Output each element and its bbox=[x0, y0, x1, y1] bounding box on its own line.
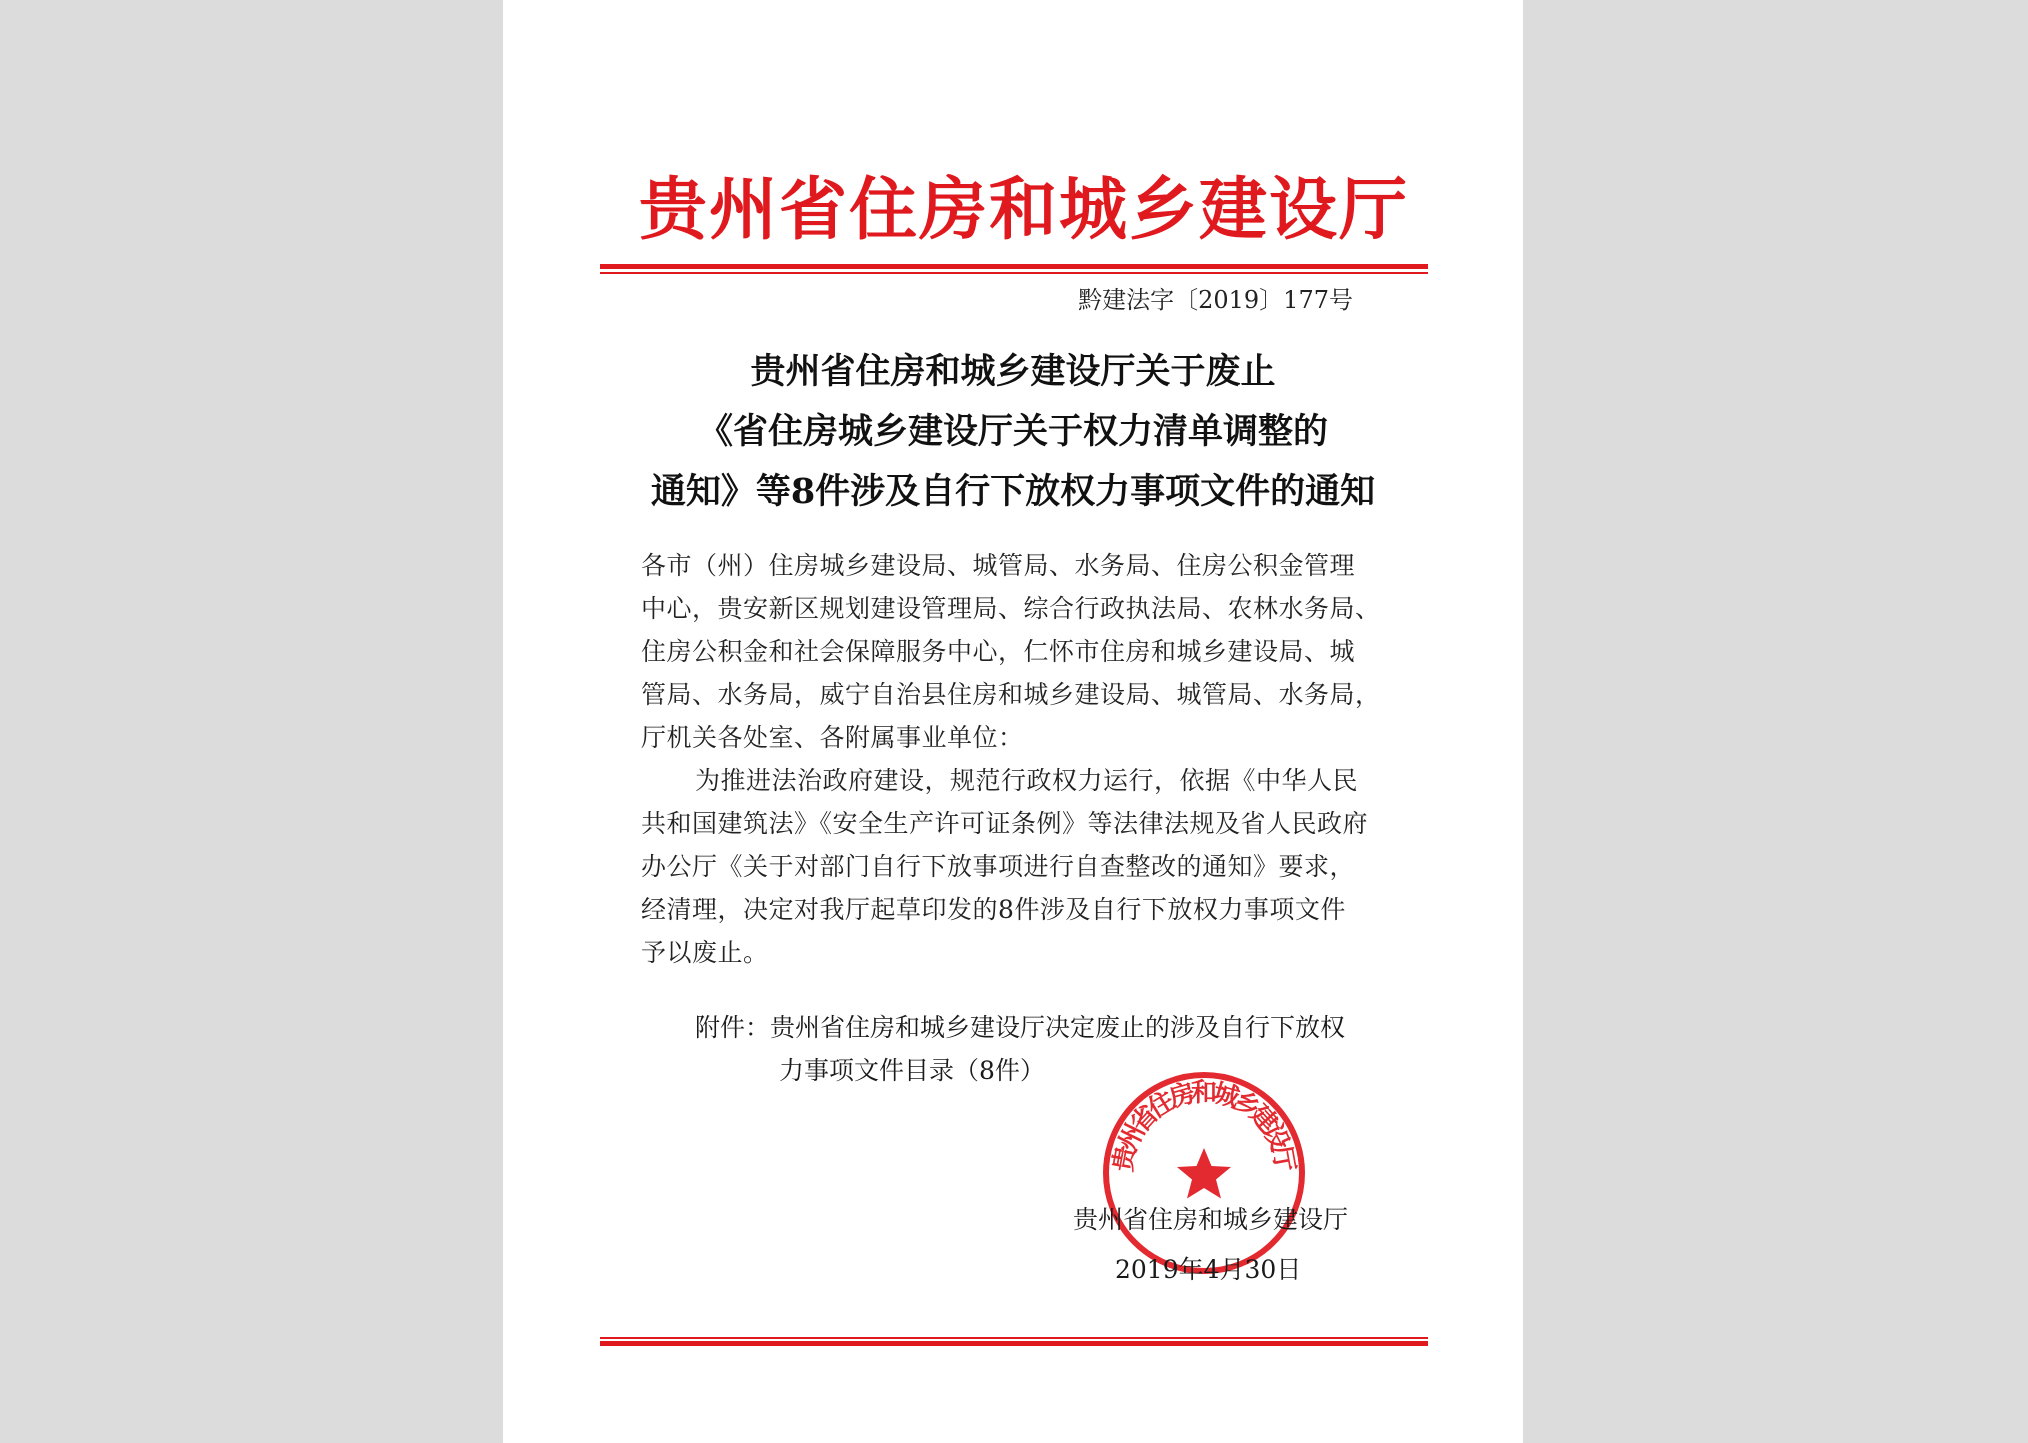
body-line-3: 住房公积金和社会保障服务中心，仁怀市住房和城乡建设局、城 bbox=[641, 637, 1356, 666]
document-title-line-1: 贵州省住房和城乡建设厅关于废止 bbox=[750, 351, 1276, 392]
header-red-rule-thin bbox=[600, 272, 1428, 274]
body-line-8: 办公厅《关于对部门自行下放事项进行自查整改的通知》要求， bbox=[641, 852, 1356, 881]
seal-arc-textpath: 贵州省住房和城乡建设厅 bbox=[1108, 1077, 1300, 1175]
document-page bbox=[503, 0, 1523, 1443]
body-line-4: 管局、水务局，威宁自治县住房和城乡建设局、城管局、水务局， bbox=[641, 680, 1381, 709]
signature-organization: 贵州省住房和城乡建设厅 bbox=[1073, 1205, 1349, 1234]
footer-red-rule-thick bbox=[600, 1341, 1428, 1346]
body-line-7: 共和国建筑法》《安全生产许可证条例》等法律法规及省人民政府 bbox=[641, 809, 1369, 838]
document-title-line-2: 《省住房城乡建设厅关于权力清单调整的 bbox=[697, 411, 1328, 452]
signature-date: 2019年4月30日 bbox=[1115, 1255, 1302, 1284]
header-org-name: 贵州省住房和城乡建设厅 bbox=[639, 170, 1410, 250]
seal-star-icon bbox=[1177, 1148, 1231, 1199]
document-title-line-3: 通知》等8件涉及自行下放权力事项文件的通知 bbox=[650, 471, 1376, 512]
body-line-5: 厅机关各处室、各附属事业单位： bbox=[641, 723, 1024, 752]
body-line-9: 经清理，决定对我厅起草印发的8件涉及自行下放权力事项文件 bbox=[641, 895, 1346, 924]
footer-red-rule-thin bbox=[600, 1337, 1428, 1339]
body-line-1: 各市（州）住房城乡建设局、城管局、水务局、住房公积金管理 bbox=[641, 551, 1356, 580]
body-line-6: 为推进法治政府建设，规范行政权力运行，依据《中华人民 bbox=[695, 766, 1359, 795]
body-line-2: 中心，贵安新区规划建设管理局、综合行政执法局、农林水务局、 bbox=[641, 594, 1381, 623]
official-seal-stamp bbox=[1101, 1070, 1307, 1276]
document-number: 黔建法字〔2019〕177号 bbox=[1078, 286, 1353, 314]
attachment-line-2: 力事项文件目录（8件） bbox=[779, 1056, 1045, 1085]
body-line-10: 予以废止。 bbox=[641, 938, 769, 967]
attachment-line-1: 附件：贵州省住房和城乡建设厅决定废止的涉及自行下放权 bbox=[695, 1013, 1346, 1042]
header-red-rule-thick bbox=[600, 264, 1428, 269]
